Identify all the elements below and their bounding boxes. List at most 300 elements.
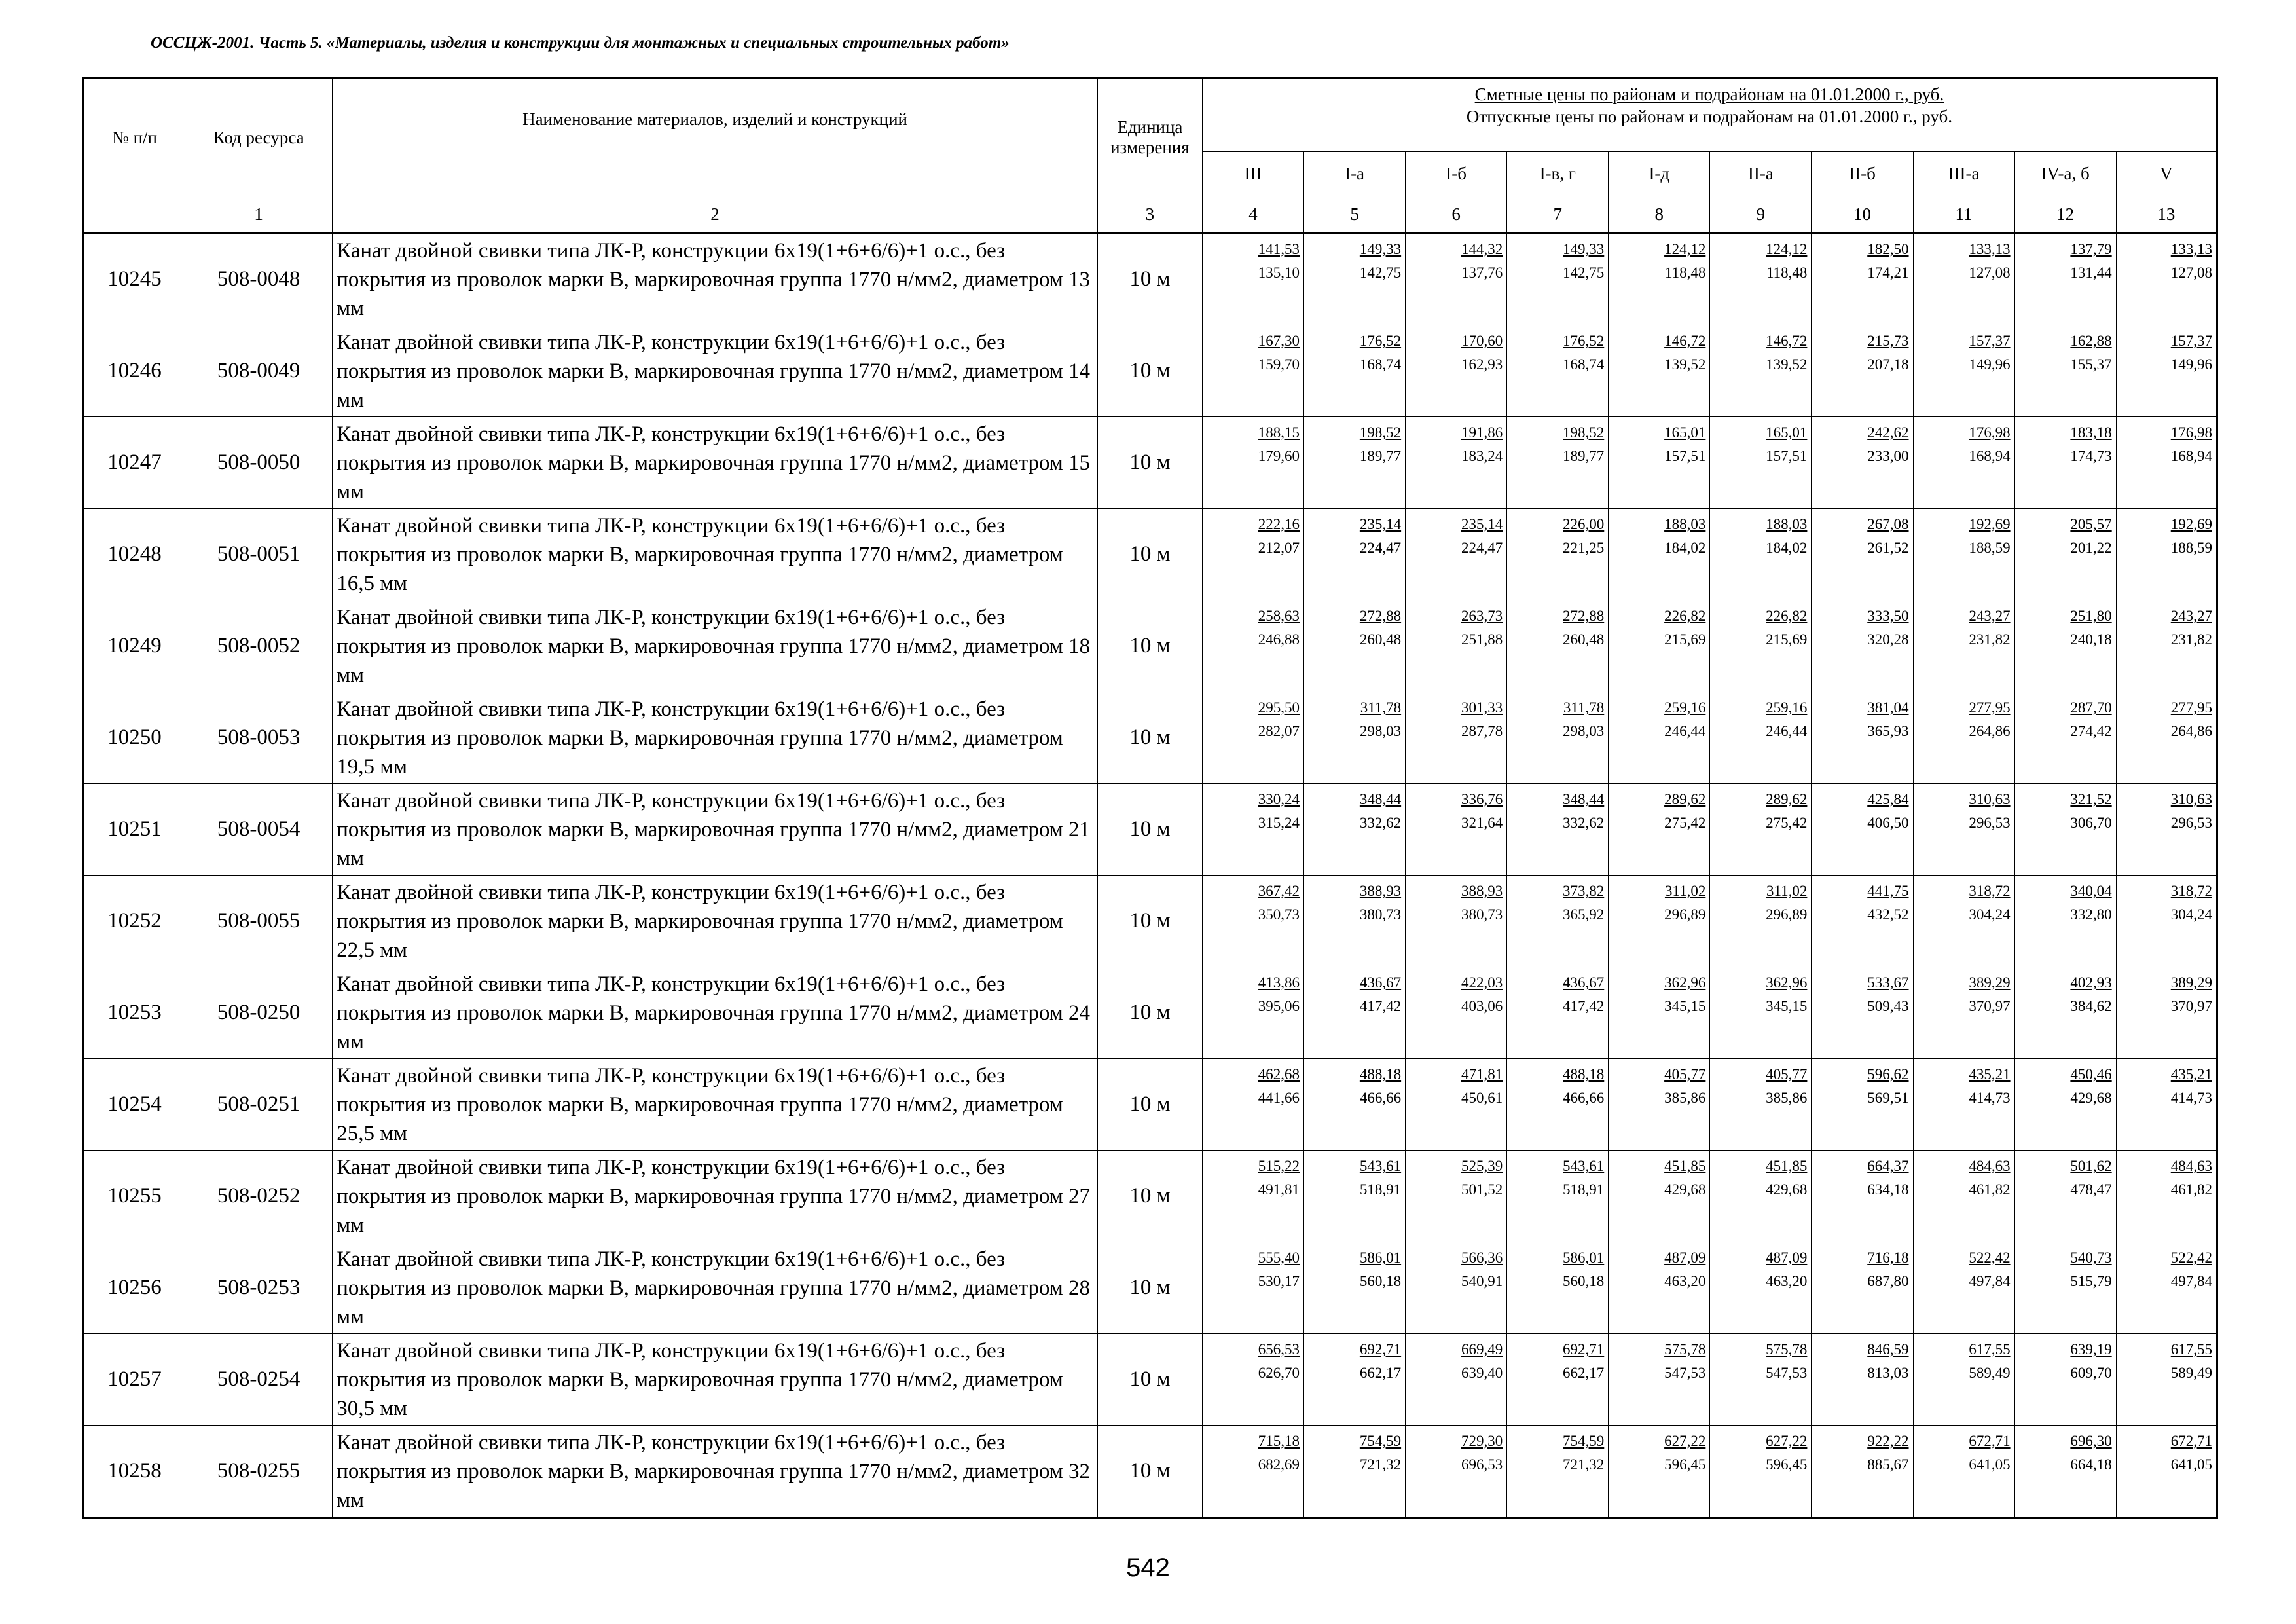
unit-of-measure: 10 м [1097, 509, 1202, 600]
release-price: 201,22 [2070, 540, 2112, 556]
estimate-price: 501,62 [2070, 1158, 2112, 1174]
release-price: 345,15 [1766, 998, 1808, 1014]
release-price: 682,69 [1258, 1456, 1300, 1473]
release-price: 149,96 [2170, 356, 2212, 373]
release-price: 231,82 [2170, 631, 2212, 648]
col-header-no: № п/п [84, 79, 185, 196]
release-price: 188,59 [1969, 540, 2011, 556]
release-price: 463,20 [1766, 1273, 1808, 1289]
release-price: 687,80 [1867, 1273, 1909, 1289]
estimate-price: 575,78 [1664, 1341, 1706, 1357]
estimate-price: 435,21 [2170, 1066, 2212, 1082]
price-cell-5 [1710, 1151, 1812, 1242]
estimate-price: 471,81 [1461, 1066, 1503, 1082]
release-price: 246,88 [1258, 631, 1300, 648]
price-cell-7 [1913, 692, 2014, 784]
price-cell-1 [1304, 417, 1406, 509]
unit-of-measure: 10 м [1097, 1151, 1202, 1242]
resource-code: 508-0048 [185, 233, 333, 325]
material-name: Канат двойной свивки типа ЛК-Р, конструкции 6х19(1+6+6/6)+1 о.с., без покрытия из проволок марки В, маркировочная группа 1770 н/мм2, диаметром 22,5 мм [333, 876, 1098, 967]
price-cell-5 [1710, 600, 1812, 692]
estimate-price: 321,52 [2070, 791, 2112, 807]
estimate-price: 754,59 [1563, 1433, 1605, 1449]
price-cell-4 [1609, 325, 1710, 417]
price-cell-8 [2014, 967, 2116, 1059]
price-cell-9 [2116, 876, 2217, 967]
estimate-price: 243,27 [1969, 608, 2011, 624]
price-cell-1 [1304, 1242, 1406, 1334]
release-price: 260,48 [1359, 631, 1402, 648]
estimate-price: 124,12 [1766, 241, 1808, 257]
price-cell-5 [1710, 417, 1812, 509]
price-cell-9 [2116, 509, 2217, 600]
release-price: 260,48 [1563, 631, 1605, 648]
price-cell-4 [1609, 233, 1710, 325]
estimate-price: 586,01 [1359, 1249, 1402, 1266]
unit-of-measure: 10 м [1097, 233, 1202, 325]
release-price: 641,05 [2170, 1456, 2212, 1473]
release-price: 639,40 [1461, 1365, 1503, 1381]
release-price: 332,62 [1359, 815, 1402, 831]
unit-of-measure: 10 м [1097, 1426, 1202, 1518]
price-cell-5 [1710, 325, 1812, 417]
estimate-price: 149,33 [1359, 241, 1402, 257]
release-price: 168,74 [1359, 356, 1402, 373]
release-price: 306,70 [2070, 815, 2112, 831]
price-cell-7 [1913, 600, 2014, 692]
estimate-price: 259,16 [1766, 699, 1808, 716]
price-cell-8 [2014, 692, 2116, 784]
unit-of-measure: 10 м [1097, 325, 1202, 417]
estimate-price: 235,14 [1359, 516, 1402, 532]
release-price: 246,44 [1664, 723, 1706, 739]
price-cell-5 [1710, 967, 1812, 1059]
price-cell-3 [1507, 1151, 1609, 1242]
column-number-8: 8 [1609, 196, 1710, 233]
row-number: 10255 [84, 1151, 185, 1242]
price-cell-9 [2116, 1151, 2217, 1242]
release-price: 332,62 [1563, 815, 1605, 831]
price-cell-0 [1202, 784, 1303, 876]
estimate-price: 451,85 [1766, 1158, 1808, 1174]
estimate-price: 441,75 [1867, 883, 1909, 899]
price-cell-0 [1202, 1426, 1303, 1518]
price-cell-9 [2116, 600, 2217, 692]
price-cell-1 [1304, 692, 1406, 784]
release-price: 142,75 [1359, 265, 1402, 281]
estimate-price: 846,59 [1867, 1341, 1909, 1357]
release-price: 304,24 [2170, 906, 2212, 923]
release-price: 189,77 [1563, 448, 1605, 464]
release-price: 365,93 [1867, 723, 1909, 739]
price-cell-7 [1913, 967, 2014, 1059]
row-number: 10247 [84, 417, 185, 509]
price-cell-0 [1202, 325, 1303, 417]
estimate-price: 672,71 [2170, 1433, 2212, 1449]
release-price: 641,05 [1969, 1456, 2011, 1473]
price-cell-4 [1609, 509, 1710, 600]
row-number: 10248 [84, 509, 185, 600]
estimate-price: 198,52 [1563, 424, 1605, 441]
resource-code: 508-0049 [185, 325, 333, 417]
table-row [84, 967, 2217, 1059]
estimate-price: 318,72 [1969, 883, 2011, 899]
column-number-6: 6 [1406, 196, 1507, 233]
release-price: 721,32 [1563, 1456, 1605, 1473]
col-header-name: Наименование материалов, изделий и конструкций [333, 79, 1098, 196]
price-cell-6 [1812, 1242, 1913, 1334]
estimate-price: 388,93 [1461, 883, 1503, 899]
table-row [84, 233, 2217, 325]
release-price: 385,86 [1766, 1090, 1808, 1106]
price-cell-4 [1609, 1334, 1710, 1426]
price-cell-0 [1202, 1242, 1303, 1334]
estimate-price: 451,85 [1664, 1158, 1706, 1174]
release-price: 296,89 [1664, 906, 1706, 923]
estimate-price: 692,71 [1359, 1341, 1402, 1357]
estimate-price: 310,63 [1969, 791, 2011, 807]
price-cell-2 [1406, 600, 1507, 692]
release-price: 261,52 [1867, 540, 1909, 556]
estimate-price: 389,29 [1969, 974, 2011, 991]
estimate-price: 243,27 [2170, 608, 2212, 624]
price-release-title: Отпускные цены по районам и подрайонам на 01.01.2000 г., руб. [1466, 107, 1953, 126]
price-cell-3 [1507, 600, 1609, 692]
column-number-9: 9 [1710, 196, 1812, 233]
resource-code: 508-0251 [185, 1059, 333, 1151]
estimate-price: 754,59 [1359, 1433, 1402, 1449]
material-name: Канат двойной свивки типа ЛК-Р, конструкции 6х19(1+6+6/6)+1 о.с., без покрытия из проволок марки В, маркировочная группа 1770 н/мм2, диаметром 16,5 мм [333, 509, 1098, 600]
price-cell-0 [1202, 1059, 1303, 1151]
release-price: 168,94 [2170, 448, 2212, 464]
estimate-price: 311,02 [1766, 883, 1808, 899]
release-price: 596,45 [1664, 1456, 1706, 1473]
resource-code: 508-0053 [185, 692, 333, 784]
estimate-price: 462,68 [1258, 1066, 1300, 1082]
estimate-price: 696,30 [2070, 1433, 2112, 1449]
column-number-3: 3 [1097, 196, 1202, 233]
release-price: 696,53 [1461, 1456, 1503, 1473]
release-price: 596,45 [1766, 1456, 1808, 1473]
release-price: 275,42 [1664, 815, 1706, 831]
column-number-12: 12 [2014, 196, 2116, 233]
resource-code: 508-0252 [185, 1151, 333, 1242]
estimate-price: 157,37 [2170, 333, 2212, 349]
release-price: 127,08 [2170, 265, 2212, 281]
estimate-price: 333,50 [1867, 608, 1909, 624]
release-price: 365,92 [1563, 906, 1605, 923]
price-cell-7 [1913, 1059, 2014, 1151]
release-price: 414,73 [2170, 1090, 2212, 1106]
material-name: Канат двойной свивки типа ЛК-Р, конструкции 6х19(1+6+6/6)+1 о.с., без покрытия из проволок марки В, маркировочная группа 1770 н/мм2, диаметром 25,5 мм [333, 1059, 1098, 1151]
region-header-6: II-б [1812, 152, 1913, 196]
price-cell-9 [2116, 1426, 2217, 1518]
estimate-price: 295,50 [1258, 699, 1300, 716]
price-cell-3 [1507, 876, 1609, 967]
release-price: 885,67 [1867, 1456, 1909, 1473]
price-cell-7 [1913, 1151, 2014, 1242]
price-cell-1 [1304, 967, 1406, 1059]
estimate-price: 226,00 [1563, 516, 1605, 532]
release-price: 131,44 [2070, 265, 2112, 281]
estimate-price: 165,01 [1766, 424, 1808, 441]
estimate-price: 422,03 [1461, 974, 1503, 991]
price-cell-4 [1609, 1059, 1710, 1151]
release-price: 530,17 [1258, 1273, 1300, 1289]
unit-of-measure: 10 м [1097, 417, 1202, 509]
release-price: 282,07 [1258, 723, 1300, 739]
unit-of-measure: 10 м [1097, 876, 1202, 967]
estimate-price: 436,67 [1563, 974, 1605, 991]
price-cell-9 [2116, 1334, 2217, 1426]
price-cell-6 [1812, 784, 1913, 876]
unit-of-measure: 10 м [1097, 967, 1202, 1059]
estimate-price: 141,53 [1258, 241, 1300, 257]
resource-code: 508-0255 [185, 1426, 333, 1518]
release-price: 560,18 [1359, 1273, 1402, 1289]
release-price: 414,73 [1969, 1090, 2011, 1106]
release-price: 332,80 [2070, 906, 2112, 923]
column-number-empty [84, 196, 185, 233]
estimate-price: 533,67 [1867, 974, 1909, 991]
price-cell-1 [1304, 1151, 1406, 1242]
price-cell-6 [1812, 509, 1913, 600]
release-price: 406,50 [1867, 815, 1909, 831]
table-row [84, 600, 2217, 692]
price-cell-7 [1913, 417, 2014, 509]
release-price: 417,42 [1359, 998, 1402, 1014]
release-price: 589,49 [1969, 1365, 2011, 1381]
release-price: 233,00 [1867, 448, 1909, 464]
estimate-price: 715,18 [1258, 1433, 1300, 1449]
release-price: 320,28 [1867, 631, 1909, 648]
estimate-price: 488,18 [1359, 1066, 1402, 1082]
estimate-price: 543,61 [1359, 1158, 1402, 1174]
column-number-11: 11 [1913, 196, 2014, 233]
price-cell-2 [1406, 1426, 1507, 1518]
table-row [84, 1242, 2217, 1334]
estimate-price: 182,50 [1867, 241, 1909, 257]
estimate-price: 336,76 [1461, 791, 1503, 807]
release-price: 662,17 [1359, 1365, 1402, 1381]
release-price: 634,18 [1867, 1181, 1909, 1198]
price-cell-8 [2014, 325, 2116, 417]
estimate-price: 146,72 [1766, 333, 1808, 349]
price-cell-6 [1812, 1059, 1913, 1151]
estimate-price: 617,55 [1969, 1341, 2011, 1357]
release-price: 184,02 [1766, 540, 1808, 556]
price-cell-6 [1812, 967, 1913, 1059]
price-cell-0 [1202, 233, 1303, 325]
estimate-price: 367,42 [1258, 883, 1300, 899]
release-price: 417,42 [1563, 998, 1605, 1014]
price-cell-8 [2014, 1059, 2116, 1151]
price-cell-5 [1710, 233, 1812, 325]
unit-of-measure: 10 м [1097, 1242, 1202, 1334]
material-name: Канат двойной свивки типа ЛК-Р, конструкции 6х19(1+6+6/6)+1 о.с., без покрытия из проволок марки В, маркировочная группа 1770 н/мм2, диаметром 24 мм [333, 967, 1098, 1059]
price-cell-2 [1406, 967, 1507, 1059]
resource-code: 508-0052 [185, 600, 333, 692]
estimate-price: 188,15 [1258, 424, 1300, 441]
price-cell-8 [2014, 509, 2116, 600]
estimate-price: 425,84 [1867, 791, 1909, 807]
estimate-price: 362,96 [1766, 974, 1808, 991]
price-cell-7 [1913, 784, 2014, 876]
release-price: 395,06 [1258, 998, 1300, 1014]
release-price: 188,59 [2170, 540, 2212, 556]
estimate-price: 389,29 [2170, 974, 2212, 991]
estimate-price: 272,88 [1563, 608, 1605, 624]
estimate-price: 289,62 [1664, 791, 1706, 807]
estimate-price: 413,86 [1258, 974, 1300, 991]
material-name: Канат двойной свивки типа ЛК-Р, конструкции 6х19(1+6+6/6)+1 о.с., без покрытия из проволок марки В, маркировочная группа 1770 н/мм2, диаметром 13 мм [333, 233, 1098, 325]
price-cell-8 [2014, 1242, 2116, 1334]
release-price: 159,70 [1258, 356, 1300, 373]
column-number-13: 13 [2116, 196, 2217, 233]
region-header-3: I-в, г [1507, 152, 1609, 196]
estimate-price: 198,52 [1359, 424, 1402, 441]
estimate-price: 405,77 [1766, 1066, 1808, 1082]
column-number-7: 7 [1507, 196, 1609, 233]
release-price: 429,68 [1664, 1181, 1706, 1198]
row-number: 10245 [84, 233, 185, 325]
estimate-price: 586,01 [1563, 1249, 1605, 1266]
price-cell-5 [1710, 876, 1812, 967]
estimate-price: 922,22 [1867, 1433, 1909, 1449]
price-cell-5 [1710, 692, 1812, 784]
price-cell-1 [1304, 876, 1406, 967]
price-cell-8 [2014, 784, 2116, 876]
release-price: 461,82 [2170, 1181, 2212, 1198]
price-cell-3 [1507, 692, 1609, 784]
table-row [84, 876, 2217, 967]
estimate-price: 215,73 [1867, 333, 1909, 349]
price-cell-6 [1812, 233, 1913, 325]
price-cell-3 [1507, 325, 1609, 417]
release-price: 137,76 [1461, 265, 1503, 281]
release-price: 224,47 [1359, 540, 1402, 556]
estimate-price: 522,42 [1969, 1249, 2011, 1266]
estimate-price: 222,16 [1258, 516, 1300, 532]
estimate-price: 436,67 [1359, 974, 1402, 991]
estimate-price: 259,16 [1664, 699, 1706, 716]
estimate-price: 133,13 [2170, 241, 2212, 257]
page-number: 542 [1126, 1553, 1170, 1582]
release-price: 251,88 [1461, 631, 1503, 648]
row-number: 10246 [84, 325, 185, 417]
region-header-4: I-д [1609, 152, 1710, 196]
release-price: 384,62 [2070, 998, 2112, 1014]
price-cell-3 [1507, 1059, 1609, 1151]
table-row [84, 784, 2217, 876]
price-cell-8 [2014, 876, 2116, 967]
estimate-price: 318,72 [2170, 883, 2212, 899]
release-price: 298,03 [1359, 723, 1402, 739]
estimate-price: 311,78 [1563, 699, 1605, 716]
unit-of-measure: 10 м [1097, 1059, 1202, 1151]
price-cell-9 [2116, 417, 2217, 509]
release-price: 518,91 [1359, 1181, 1402, 1198]
price-cell-5 [1710, 1242, 1812, 1334]
price-cell-0 [1202, 1334, 1303, 1426]
price-cell-4 [1609, 1426, 1710, 1518]
table-row [84, 417, 2217, 509]
release-price: 403,06 [1461, 998, 1503, 1014]
price-cell-6 [1812, 600, 1913, 692]
col-header-code: Код ресурса [185, 79, 333, 196]
price-cell-1 [1304, 233, 1406, 325]
price-cell-8 [2014, 600, 2116, 692]
row-number: 10254 [84, 1059, 185, 1151]
release-price: 157,51 [1766, 448, 1808, 464]
release-price: 429,68 [1766, 1181, 1808, 1198]
unit-of-measure: 10 м [1097, 600, 1202, 692]
release-price: 626,70 [1258, 1365, 1300, 1381]
price-cell-0 [1202, 600, 1303, 692]
estimate-price: 226,82 [1664, 608, 1706, 624]
price-cell-2 [1406, 784, 1507, 876]
price-cell-3 [1507, 417, 1609, 509]
price-cell-2 [1406, 1151, 1507, 1242]
release-price: 429,68 [2070, 1090, 2112, 1106]
estimate-price: 617,55 [2170, 1341, 2212, 1357]
release-price: 589,49 [2170, 1365, 2212, 1381]
price-cell-3 [1507, 1426, 1609, 1518]
release-price: 157,51 [1664, 448, 1706, 464]
resource-code: 508-0054 [185, 784, 333, 876]
release-price: 515,79 [2070, 1273, 2112, 1289]
estimate-price: 487,09 [1766, 1249, 1808, 1266]
release-price: 380,73 [1359, 906, 1402, 923]
price-cell-5 [1710, 1059, 1812, 1151]
release-price: 135,10 [1258, 265, 1300, 281]
release-price: 246,44 [1766, 723, 1808, 739]
release-price: 142,75 [1563, 265, 1605, 281]
estimate-price: 566,36 [1461, 1249, 1503, 1266]
release-price: 497,84 [2170, 1273, 2212, 1289]
table-row [84, 1426, 2217, 1518]
estimate-price: 330,24 [1258, 791, 1300, 807]
release-price: 179,60 [1258, 448, 1300, 464]
region-header-0: III [1202, 152, 1303, 196]
row-number: 10249 [84, 600, 185, 692]
release-price: 547,53 [1766, 1365, 1808, 1381]
release-price: 721,32 [1359, 1456, 1402, 1473]
column-number-2: 2 [333, 196, 1098, 233]
release-price: 466,66 [1359, 1090, 1402, 1106]
price-cell-2 [1406, 1059, 1507, 1151]
release-price: 813,03 [1867, 1365, 1909, 1381]
estimate-price: 251,80 [2070, 608, 2112, 624]
release-price: 127,08 [1969, 265, 2011, 281]
row-number: 10253 [84, 967, 185, 1059]
material-name: Канат двойной свивки типа ЛК-Р, конструкции 6х19(1+6+6/6)+1 о.с., без покрытия из проволок марки В, маркировочная группа 1770 н/мм2, диаметром 21 мм [333, 784, 1098, 876]
release-price: 189,77 [1359, 448, 1402, 464]
document-header: ОССЦЖ-2001. Часть 5. «Материалы, изделия и конструкции для монтажных и специальных строительных работ» [151, 34, 1010, 52]
release-price: 183,24 [1461, 448, 1503, 464]
estimate-price: 692,71 [1563, 1341, 1605, 1357]
row-number: 10250 [84, 692, 185, 784]
price-cell-9 [2116, 692, 2217, 784]
price-cell-8 [2014, 233, 2116, 325]
estimate-price: 124,12 [1664, 241, 1706, 257]
estimate-price: 484,63 [1969, 1158, 2011, 1174]
estimate-price: 188,03 [1664, 516, 1706, 532]
resource-code: 508-0250 [185, 967, 333, 1059]
estimate-price: 525,39 [1461, 1158, 1503, 1174]
estimate-price: 258,63 [1258, 608, 1300, 624]
estimate-price: 450,46 [2070, 1066, 2112, 1082]
